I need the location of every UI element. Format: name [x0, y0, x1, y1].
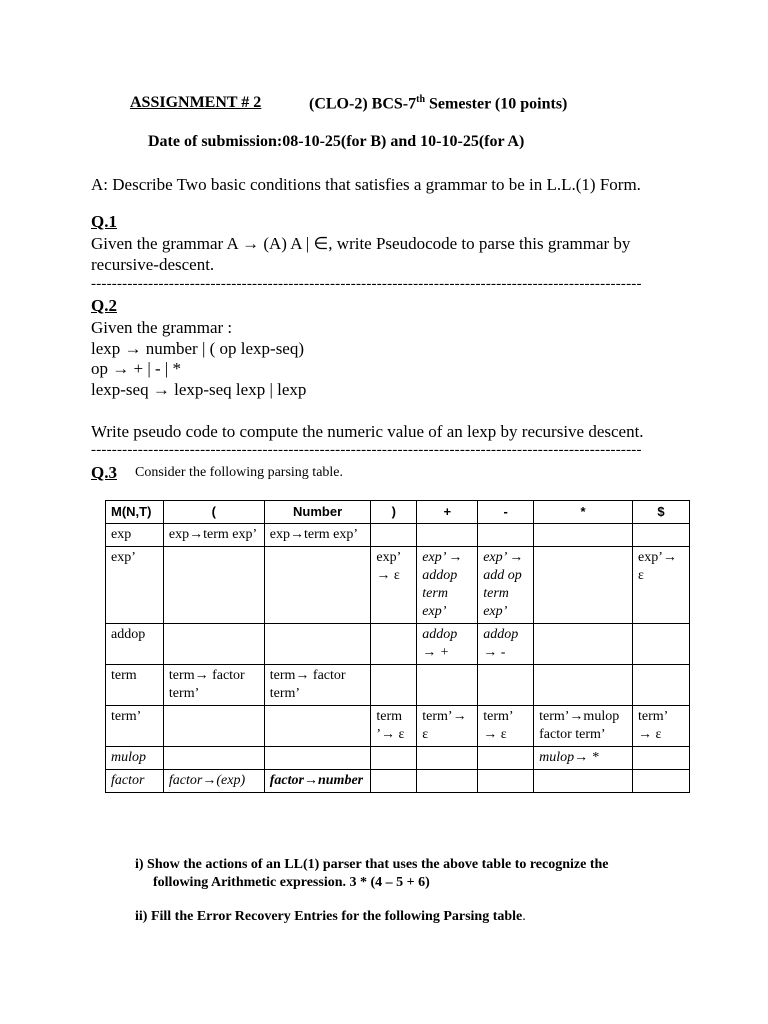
table-cell: exp’→ ε: [633, 547, 690, 624]
q3-item-ii: ii) Fill the Error Recovery Entries for the following Parsing table.: [135, 909, 526, 924]
assignment-title: [130, 94, 261, 112]
table-cell: term’→mulop factor term’: [534, 706, 633, 747]
q1-line1: Given the grammar A → (A) A | ∈, write Pseudocode to parse this grammar by: [91, 234, 631, 253]
header-cell: $: [633, 501, 690, 524]
table-cell: [478, 524, 534, 547]
table-cell: [371, 624, 417, 665]
header-cell: *: [534, 501, 633, 524]
header-cell: ): [371, 501, 417, 524]
table-cell: term’ → ε: [478, 706, 534, 747]
header-cell: -: [478, 501, 534, 524]
table-cell: [534, 665, 633, 706]
table-cell: [264, 624, 371, 665]
q3-label: Q.3: [91, 463, 117, 482]
table-cell: [478, 747, 534, 770]
table-cell: [371, 665, 417, 706]
table-cell: [633, 624, 690, 665]
table-cell: [371, 524, 417, 547]
table-cell: exp→term exp’: [264, 524, 371, 547]
table-cell: mulop→ *: [534, 747, 633, 770]
table-cell: [163, 547, 264, 624]
assignment-number: ASSIGNMENT # 2: [130, 94, 262, 111]
table-cell: [163, 706, 264, 747]
table-cell: [633, 524, 690, 547]
part-a-text: A: Describe Two basic conditions that satisfies a grammar to be in L.L.(1) Form.: [91, 175, 641, 194]
q2-rule-lexp: lexp → number | ( op lexp-seq): [91, 339, 305, 358]
table-cell: [264, 547, 371, 624]
table-row: [106, 524, 690, 547]
table-cell: [417, 770, 478, 793]
q3-item-i-line2: following Arithmetic expression. 3 * (4 – 5 + 6): [153, 875, 430, 890]
table-cell: [633, 665, 690, 706]
q2-label: Q.2: [91, 296, 117, 315]
separator-2: ----------------------------------------------------------------------------------------------------------: [91, 442, 642, 458]
table-cell: factor→number: [264, 770, 371, 793]
header-cell: Number: [264, 501, 371, 524]
table-cell: term→ factor term’: [264, 665, 371, 706]
q3-intro: Consider the following parsing table.: [135, 465, 344, 480]
table-cell: [633, 747, 690, 770]
table-header-row: [106, 501, 690, 524]
table-cell: term’ → ε: [633, 706, 690, 747]
table-cell: [478, 665, 534, 706]
table-cell: term→ factor term’: [163, 665, 264, 706]
q2-rule-lexp-seq: lexp-seq → lexp-seq lexp | lexp: [91, 380, 307, 399]
clo-semester: (CLO-2) BCS-7th Semester (10 points): [309, 94, 568, 113]
q2-rule-op: op → + | - | *: [91, 359, 182, 378]
table-cell: [163, 624, 264, 665]
q2-task: Write pseudo code to compute the numeric value of an lexp by recursive descent.: [91, 422, 644, 441]
table-row: [106, 665, 690, 706]
table-cell: [264, 706, 371, 747]
table-row: [106, 747, 690, 770]
table-cell: exp’ → ε: [371, 547, 417, 624]
table-cell: exp’ → add op term exp’: [478, 547, 534, 624]
separator-1: ----------------------------------------------------------------------------------------------------------: [91, 276, 642, 292]
table-cell: exp: [106, 524, 164, 547]
table-cell: mulop: [106, 747, 164, 770]
table-cell: addop → -: [478, 624, 534, 665]
table-cell: addop → +: [417, 624, 478, 665]
table-cell: [534, 524, 633, 547]
table-cell: term: [106, 665, 164, 706]
table-cell: [371, 747, 417, 770]
q3-item-i-line1: i) Show the actions of an LL(1) parser that uses the above table to recognize the: [135, 857, 609, 872]
table-cell: [163, 747, 264, 770]
table-cell: term’: [106, 706, 164, 747]
header-cell: (: [163, 501, 264, 524]
table-row: [106, 706, 690, 747]
table-row: [106, 770, 690, 793]
header-cell: M(N,T): [106, 501, 164, 524]
table-row: [106, 547, 690, 624]
table-cell: [417, 665, 478, 706]
table-cell: [417, 524, 478, 547]
header-cell: +: [417, 501, 478, 524]
table-cell: term’→ ε: [417, 706, 478, 747]
table-cell: [478, 770, 534, 793]
q2-intro: Given the grammar :: [91, 318, 233, 337]
submission-date: Date of submission:08-10-25(for B) and 10-10-25(for A): [148, 133, 525, 150]
table-cell: [534, 624, 633, 665]
table-cell: [264, 747, 371, 770]
q1-line2: recursive-descent.: [91, 255, 215, 274]
table-cell: factor: [106, 770, 164, 793]
table-cell: [417, 747, 478, 770]
table-cell: term ’→ ε: [371, 706, 417, 747]
table-cell: exp’: [106, 547, 164, 624]
table-cell: [371, 770, 417, 793]
table-cell: factor→(exp): [163, 770, 264, 793]
parsing-table: [105, 500, 690, 793]
table-cell: [633, 770, 690, 793]
table-cell: [534, 770, 633, 793]
table-row: [106, 624, 690, 665]
q1-label: Q.1: [91, 212, 117, 231]
table-cell: [534, 547, 633, 624]
table-cell: addop: [106, 624, 164, 665]
table-cell: exp→term exp’: [163, 524, 264, 547]
table-cell: exp’ → addop term exp’: [417, 547, 478, 624]
